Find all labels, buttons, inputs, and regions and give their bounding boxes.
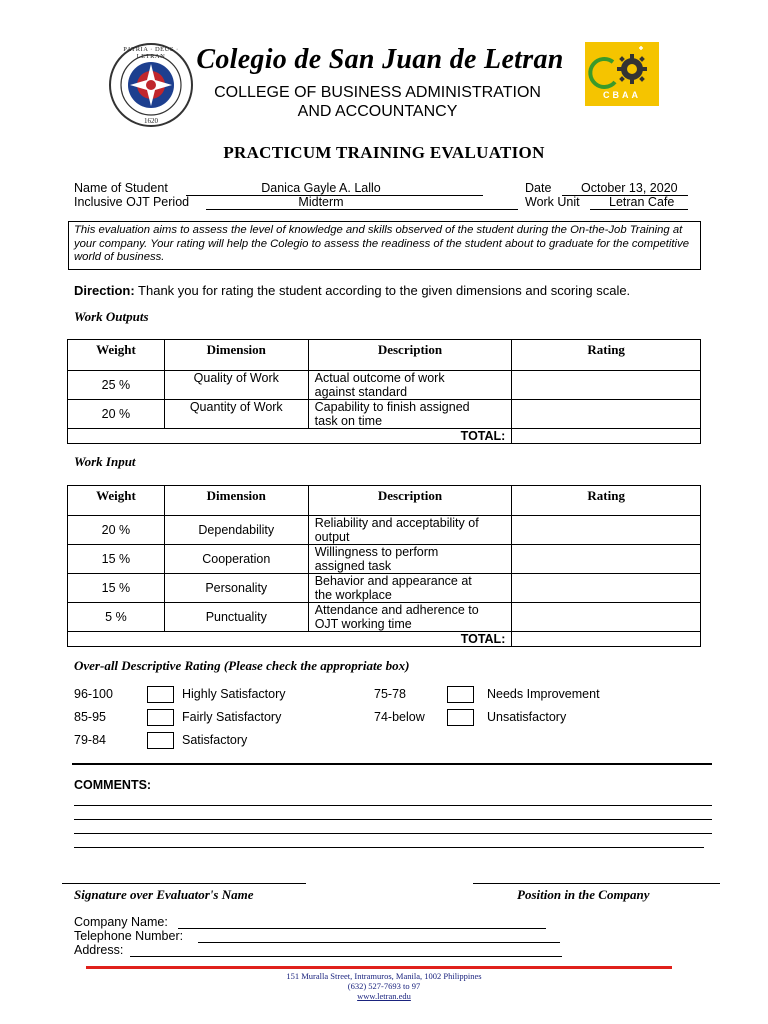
direction-text: Thank you for rating the student according to the given dimensions and scoring scale. (134, 283, 631, 298)
total-row (68, 632, 701, 647)
dimension-cell: Personality (164, 574, 308, 603)
weight-cell: 20 % (68, 516, 165, 545)
school-seal (108, 42, 194, 128)
fairly-satisfactory-label: Fairly Satisfactory (182, 710, 282, 724)
intro-text: This evaluation aims to assess the level of knowledge and skills observed of the student during the On-the-Job Training at your company. Your rating will help the Colegio to assess the readiness of the student about to graduate for the competitive world of business. (74, 224, 690, 263)
description-cell: Actual outcome of work against standard (308, 371, 512, 400)
satisfactory-checkbox[interactable] (147, 732, 174, 749)
dimension-cell: Quality of Work (164, 371, 308, 400)
intro-box (68, 221, 701, 270)
college-name: Colegio de San Juan de Letran (196, 44, 564, 75)
rating-header: Rating (512, 486, 701, 516)
footer-website: www.letran.edu (357, 991, 411, 1001)
footer-phone: (632) 527-7693 to 97 (347, 981, 421, 991)
rating-range-74-below: 74-below (374, 710, 425, 724)
address-label: Address: (74, 943, 124, 957)
position-signature-line[interactable] (473, 883, 720, 884)
table-row (68, 545, 701, 574)
ojt-period-label: Inclusive OJT Period (74, 195, 190, 209)
comment-line-4[interactable] (74, 834, 704, 848)
description-cell: Behavior and appearance at the workplace (308, 574, 512, 603)
evaluator-signature-label: Signature over Evaluator's Name (74, 887, 254, 902)
work-outputs-title: Work Outputs (74, 309, 149, 324)
comment-line-1[interactable] (74, 792, 712, 806)
needs-improvement-checkbox[interactable] (447, 686, 474, 703)
description-cell: Capability to finish assigned task on time (308, 400, 512, 429)
weight-cell: 5 % (68, 603, 165, 632)
description-header: Description (308, 340, 512, 371)
rating-range-75-78: 75-78 (374, 687, 406, 701)
dimension-cell: Punctuality (164, 603, 308, 632)
total-cell[interactable] (512, 632, 701, 647)
dimension-cell: Quantity of Work (164, 400, 308, 429)
rating-cell[interactable] (512, 371, 701, 400)
comments-divider (72, 763, 712, 765)
satisfactory-label: Satisfactory (182, 733, 248, 747)
seal-motto: PATRIA · DEUS · LETRAN (123, 46, 179, 60)
address-line[interactable] (130, 942, 562, 957)
weight-cell: 20 % (68, 400, 165, 429)
rating-header: Rating (512, 340, 701, 371)
table-row (68, 400, 701, 429)
description-cell: Willingness to perform assigned task (308, 545, 512, 574)
description-cell: Reliability and acceptability of output (308, 516, 512, 545)
highly-satisfactory-checkbox[interactable] (147, 686, 174, 703)
direction-label: Direction: (74, 283, 135, 298)
dimension-header: Dimension (164, 340, 308, 371)
table-row (68, 371, 701, 400)
table-row (68, 574, 701, 603)
weight-cell: 15 % (68, 545, 165, 574)
fairly-satisfactory-checkbox[interactable] (147, 709, 174, 726)
ojt-period-value: Midterm (298, 195, 344, 209)
rating-cell[interactable] (512, 603, 701, 632)
position-label: Position in the Company (517, 887, 650, 902)
dimension-header: Dimension (164, 486, 308, 516)
table-row (68, 516, 701, 545)
student-name-value: Danica Gayle A. Lallo (261, 181, 381, 195)
company-name-line[interactable] (178, 914, 546, 929)
work-input-table (67, 485, 701, 647)
description-header: Description (308, 486, 512, 516)
rating-cell[interactable] (512, 545, 701, 574)
footer-rule (86, 966, 672, 969)
date-value: October 13, 2020 (581, 181, 678, 195)
total-label: TOTAL: (68, 632, 512, 647)
rating-cell[interactable] (512, 574, 701, 603)
work-outputs-table (67, 339, 701, 444)
evaluator-signature-line[interactable] (62, 883, 306, 884)
rating-cell[interactable] (512, 400, 701, 429)
table-row (68, 603, 701, 632)
telephone-label: Telephone Number: (74, 929, 184, 943)
rating-range-96-100: 96-100 (74, 687, 113, 701)
total-row (68, 429, 701, 444)
description-cell: Attendance and adherence to OJT working time (308, 603, 512, 632)
work-unit-label: Work Unit (525, 195, 580, 209)
form-title: PRACTICUM TRAINING EVALUATION (223, 143, 545, 162)
unsatisfactory-label: Unsatisfactory (487, 710, 567, 724)
weight-header: Weight (68, 486, 165, 516)
date-label: Date (525, 181, 552, 195)
dimension-cell: Dependability (164, 516, 308, 545)
company-name-label: Company Name: (74, 915, 168, 929)
department-name-line1: COLLEGE OF BUSINESS ADMINISTRATION (214, 84, 541, 101)
rating-range-79-84: 79-84 (74, 733, 106, 747)
highly-satisfactory-label: Highly Satisfactory (182, 687, 286, 701)
student-name-label: Name of Student (74, 181, 168, 195)
total-label: TOTAL: (68, 429, 512, 444)
dimension-cell: Cooperation (164, 545, 308, 574)
work-unit-value: Letran Cafe (609, 195, 675, 209)
work-input-title: Work Input (74, 454, 136, 469)
rating-cell[interactable] (512, 516, 701, 545)
unsatisfactory-checkbox[interactable] (447, 709, 474, 726)
weight-cell: 25 % (68, 371, 165, 400)
direction-line (74, 283, 630, 298)
total-cell[interactable] (512, 429, 701, 444)
comment-line-3[interactable] (74, 820, 712, 834)
footer-address: 151 Muralla Street, Intramuros, Manila, 1002 Philippines (286, 971, 482, 981)
cbaa-logo-text: CBAA (603, 90, 641, 100)
overall-rating-title: Over-all Descriptive Rating (Please check the appropriate box) (74, 658, 410, 673)
cbaa-logo (585, 42, 659, 106)
needs-improvement-label: Needs Improvement (487, 687, 600, 701)
comment-line-2[interactable] (74, 806, 712, 820)
comments-label: COMMENTS: (74, 778, 152, 792)
weight-header: Weight (68, 340, 165, 371)
department-name-line2: AND ACCOUNTANCY (297, 103, 458, 120)
seal-year: 1620 (144, 117, 158, 125)
telephone-line[interactable] (198, 928, 560, 943)
rating-range-85-95: 85-95 (74, 710, 106, 724)
weight-cell: 15 % (68, 574, 165, 603)
